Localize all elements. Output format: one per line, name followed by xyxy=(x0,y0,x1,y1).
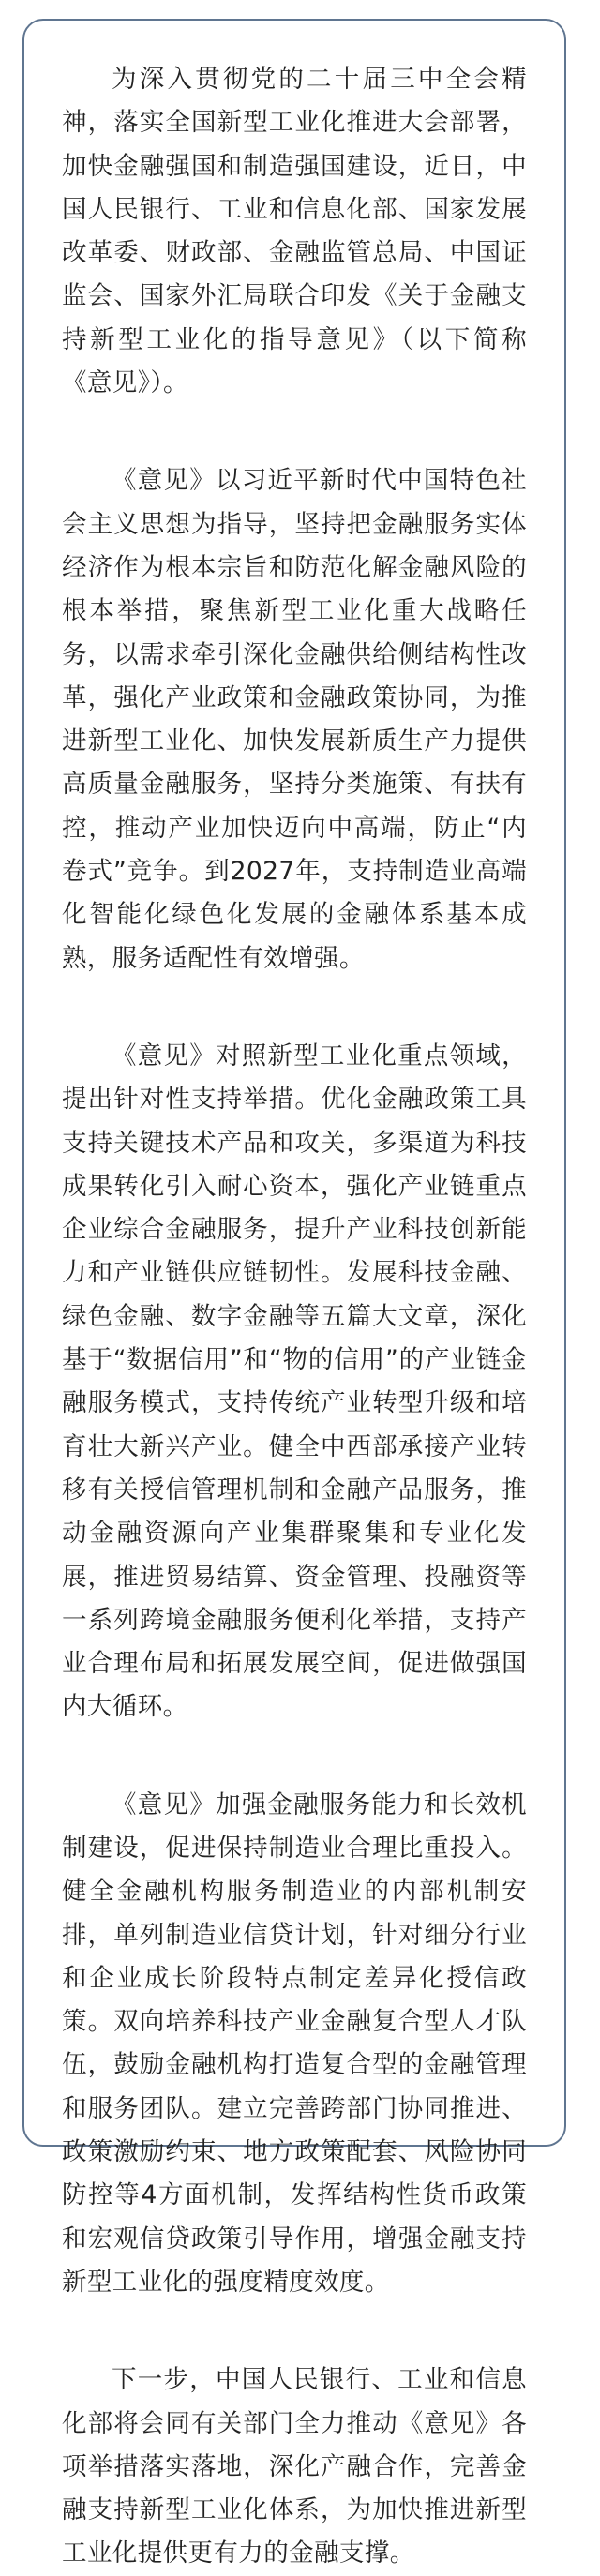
paragraph-intro: 为深入贯彻党的二十届三中全会精神，落实全国新型工业化推进大会部署，加快金融强国和制造强国建设，近日，中国人民银行、工业和信息化部、国家发展改革委、财政部、金融监管总局、中国证监会、国家外汇局联合印发《关于金融支持新型工业化的指导意见》（以下简称《意见》）。 xyxy=(62,65,527,398)
paragraph-next-steps: 下一步，中国人民银行、工业和信息化部将会同有关部门全力推动《意见》各项举措落实落地，深化产融合作，完善金融支持新型工业化体系，为加快推进新型工业化提供更有力的金融支撑。 xyxy=(62,2365,527,2569)
paragraph-guiding-principles: 《意见》以习近平新时代中国特色社会主义思想为指导，坚持把金融服务实体经济作为根本宗旨和防范化解金融风险的根本举措，聚焦新型工业化重大战略任务，以需求牵引深化金融供给侧结构性改革，强化产业政策和金融政策协同，为推进新型工业化、加快发展新质生产力提供高质量金融服务，坚持分类施策、有扶有控，推动产业加快迈向中高端，防止“内卷式”竞争。到2027年，支持制造业高端化智能化绿色化发展的金融体系基本成熟，服务适配性有效增强。 xyxy=(62,466,527,973)
paragraph-support-measures: 《意见》对照新型工业化重点领域，提出针对性支持举措。优化金融政策工具支持关键技术产品和攻关，多渠道为科技成果转化引入耐心资本，强化产业链重点企业综合金融服务，提升产业科技创新能力和产业链供应链韧性。发展科技金融、绿色金融、数字金融等五篇大文章，深化基于“数据信用”和“物的信用”的产业链金融服务模式，支持传统产业转型升级和培育壮大新兴产业。健全中西部承接产业转移有关授信管理机制和金融产品服务，推动金融资源向产业集群聚集和专业化发展，推进贸易结算、资金管理、投融资等一系列跨境金融服务便利化举措，支持产业合理布局和拓展发展空间，促进做强国内大循环。 xyxy=(62,1041,527,1722)
paragraph-mechanisms: 《意见》加强金融服务能力和长效机制建设，促进保持制造业合理比重投入。健全金融机构服务制造业的内部机制安排，单列制造业信贷计划，针对细分行业和企业成长阶段特点制定差异化授信政策。双向培养科技产业金融复合型人才队伍，鼓励金融机构打造复合型的金融管理和服务团队。建立完善跨部门协同推进、政策激励约束、地方政策配套、风险协同防控等4方面机制，发挥结构性货币政策和宏观信贷政策引导作用，增强金融支持新型工业化的强度精度效度。 xyxy=(62,1790,527,2297)
article-frame xyxy=(22,19,566,2569)
